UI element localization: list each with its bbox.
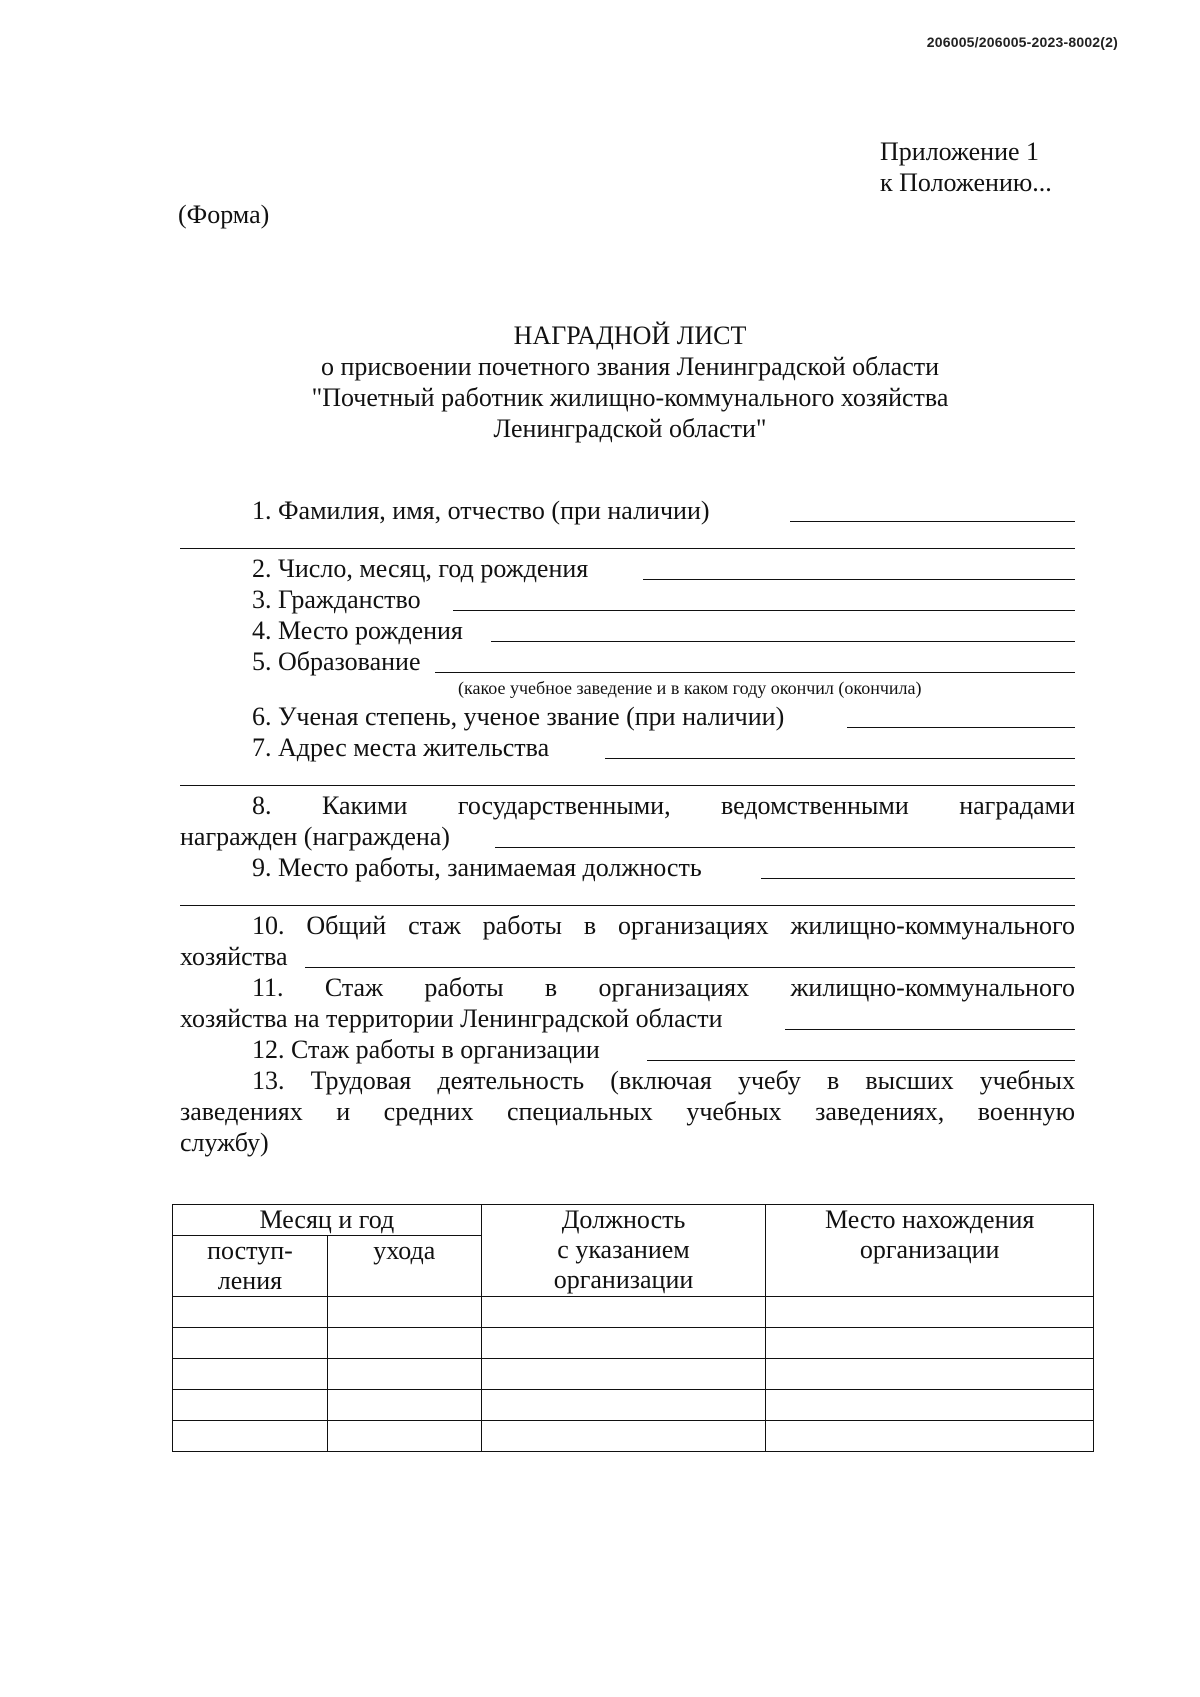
field-citizenship-label: 3. Гражданство — [252, 585, 421, 614]
field-awards-blank[interactable] — [495, 847, 1075, 848]
form-label: (Форма) — [178, 200, 270, 229]
table-cell[interactable] — [481, 1359, 766, 1390]
field-birth-date — [180, 553, 1075, 584]
appendix-line-2: к Положению... — [880, 168, 1052, 197]
header-location — [766, 1205, 1094, 1297]
field-total-experience — [180, 910, 1075, 941]
table-cell[interactable] — [173, 1421, 328, 1452]
field-workplace-blank[interactable] — [761, 878, 1075, 879]
field-education-label: 5. Образование — [252, 647, 421, 676]
field-full-name — [180, 495, 1075, 526]
table-cell[interactable] — [173, 1359, 328, 1390]
field-address — [180, 732, 1075, 763]
table-cell[interactable] — [173, 1297, 328, 1328]
field-total-experience-blank[interactable] — [305, 967, 1075, 968]
table-cell[interactable] — [327, 1390, 481, 1421]
table-row — [173, 1297, 1094, 1328]
title-line-3: Ленинградской области" — [493, 414, 767, 443]
field-work-history-label-1: 13. Трудовая деятельность (включая учебу в высших учебных — [252, 1066, 1075, 1095]
header-entry-line-2: ления — [217, 1266, 283, 1295]
appendix-line-1: Приложение 1 — [880, 137, 1040, 166]
table-cell[interactable] — [327, 1297, 481, 1328]
field-address-blank-continued[interactable] — [180, 763, 1075, 786]
field-birth-date-label: 2. Число, месяц, год рождения — [252, 554, 589, 583]
field-work-history — [180, 1065, 1075, 1127]
field-org-experience-label: 12. Стаж работы в организации — [252, 1035, 600, 1064]
table-cell[interactable] — [766, 1297, 1094, 1328]
field-address-blank[interactable] — [605, 758, 1075, 759]
title-heading: НАГРАДНОЙ ЛИСТ — [513, 321, 747, 350]
title-line-2: "Почетный работник жилищно-коммунального хозяйства — [311, 383, 949, 412]
header-exit: ухода — [327, 1236, 481, 1297]
table-cell[interactable] — [173, 1390, 328, 1421]
field-workplace-blank-continued[interactable] — [180, 883, 1075, 906]
field-birth-date-blank[interactable] — [643, 579, 1075, 580]
form-fields — [180, 495, 1075, 1158]
table-cell[interactable] — [766, 1328, 1094, 1359]
header-position-line-3: организации — [553, 1265, 694, 1294]
field-address-label: 7. Адрес места жительства — [252, 733, 550, 762]
header-position-line-1: Должность — [561, 1205, 686, 1234]
field-citizenship-blank[interactable] — [453, 610, 1075, 611]
header-location-line-1: Место нахождения — [825, 1205, 1035, 1234]
table-cell[interactable] — [481, 1421, 766, 1452]
field-academic-degree — [180, 701, 1075, 732]
field-awards-label-1: 8. Какими государственными, ведомственными наградами — [252, 791, 1075, 820]
title-line-1: о присвоении почетного звания Ленинградской области — [320, 352, 940, 381]
field-work-history-label-3: службу) — [180, 1128, 269, 1157]
table-cell[interactable] — [173, 1328, 328, 1359]
field-full-name-blank[interactable] — [790, 521, 1075, 522]
field-total-experience-label-1: 10. Общий стаж работы в организациях жилищно-коммунального — [252, 911, 1075, 940]
field-academic-degree-blank[interactable] — [847, 727, 1075, 728]
table-cell[interactable] — [481, 1390, 766, 1421]
field-work-history-label-2: заведениях и средних специальных учебных заведениях, военную — [180, 1097, 1075, 1126]
header-position — [481, 1205, 766, 1297]
document-title — [180, 320, 1080, 444]
table-cell[interactable] — [766, 1359, 1094, 1390]
document-id: 206005/206005-2023-8002(2) — [926, 34, 1118, 50]
header-position-line-2: с указанием — [557, 1235, 690, 1264]
table-cell[interactable] — [481, 1297, 766, 1328]
table-cell[interactable] — [327, 1328, 481, 1359]
field-education — [180, 646, 1075, 677]
table-cell[interactable] — [327, 1359, 481, 1390]
field-regional-experience-row-2 — [180, 1003, 1075, 1034]
table-row — [173, 1390, 1094, 1421]
field-awards — [180, 790, 1075, 821]
table-cell[interactable] — [766, 1390, 1094, 1421]
field-education-blank[interactable] — [435, 672, 1075, 673]
field-workplace-label: 9. Место работы, занимаемая должность — [252, 853, 702, 882]
table-cell[interactable] — [327, 1421, 481, 1452]
field-birth-place — [180, 615, 1075, 646]
field-regional-experience-blank[interactable] — [785, 1029, 1075, 1030]
field-regional-experience — [180, 972, 1075, 1003]
field-regional-experience-label-2: хозяйства на территории Ленинградской области — [180, 1004, 723, 1033]
field-education-hint: (какое учебное заведение и в каком году окончил (окончила) — [458, 678, 922, 698]
field-full-name-label: 1. Фамилия, имя, отчество (при наличии) — [252, 496, 710, 525]
table-header-row-1 — [173, 1205, 1094, 1236]
header-month-year: Месяц и год — [173, 1205, 482, 1236]
table-row — [173, 1359, 1094, 1390]
header-location-line-2: организации — [859, 1235, 1000, 1264]
header-entry — [173, 1236, 328, 1297]
field-awards-label-2: награжден (награждена) — [180, 822, 450, 851]
table-row — [173, 1328, 1094, 1359]
field-awards-row-2 — [180, 821, 1075, 852]
field-org-experience-blank[interactable] — [647, 1060, 1075, 1061]
field-org-experience — [180, 1034, 1075, 1065]
field-birth-place-blank[interactable] — [491, 641, 1075, 642]
field-citizenship — [180, 584, 1075, 615]
header-entry-line-1: поступ- — [207, 1236, 293, 1265]
table-row — [173, 1421, 1094, 1452]
table-cell[interactable] — [481, 1328, 766, 1359]
field-regional-experience-label-1: 11. Стаж работы в организациях жилищно-коммунального — [252, 973, 1075, 1002]
field-academic-degree-label: 6. Ученая степень, ученое звание (при наличии) — [252, 702, 785, 731]
table-cell[interactable] — [766, 1421, 1094, 1452]
field-work-history-row-3 — [180, 1127, 1075, 1158]
appendix-note — [880, 136, 1052, 198]
field-workplace — [180, 852, 1075, 883]
field-full-name-blank-continued[interactable] — [180, 526, 1075, 549]
field-total-experience-label-2: хозяйства — [180, 942, 288, 971]
field-total-experience-row-2 — [180, 941, 1075, 972]
work-history-table — [172, 1204, 1094, 1452]
field-birth-place-label: 4. Место рождения — [252, 616, 463, 645]
